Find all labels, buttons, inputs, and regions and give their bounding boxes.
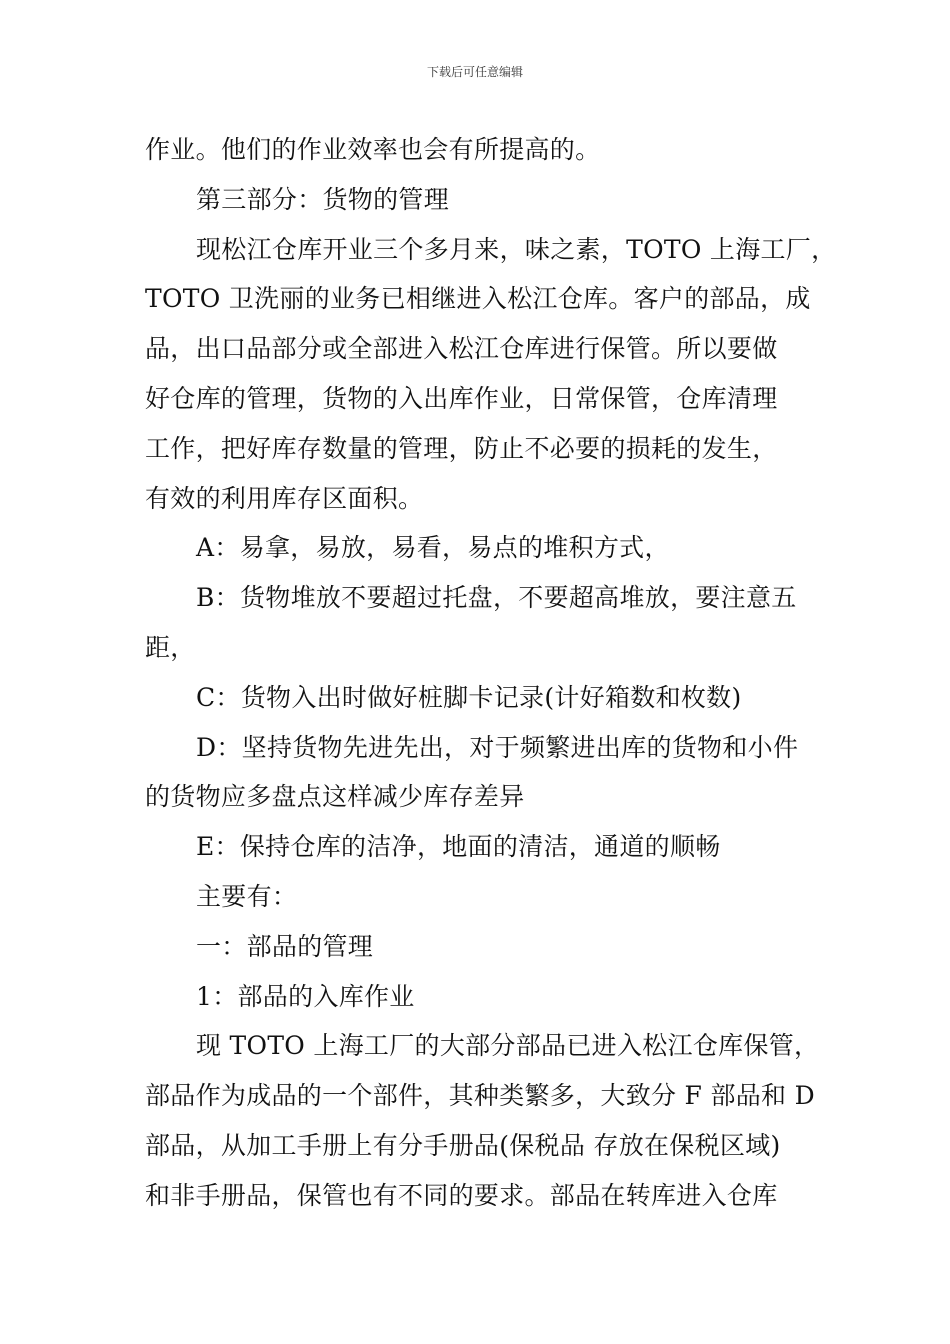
- document-body: [145, 125, 837, 1221]
- text-line: 距，: [145, 632, 196, 662]
- section-heading: 第三部分：货物的管理: [196, 184, 450, 214]
- text-line: 品，出口品部分或全部进入松江仓库进行保管。所以要做: [145, 334, 778, 364]
- list-item: D：坚持货物先进先出，对于频繁进出库的货物和小件: [196, 732, 799, 762]
- text-line: 和非手册品，保管也有不同的要求。部品在转库进入仓库: [145, 1180, 778, 1210]
- text-line: 工作，把好库存数量的管理，防止不必要的损耗的发生，: [145, 433, 778, 463]
- list-item: C：货物入出时做好桩脚卡记录(计好箱数和枚数): [196, 682, 742, 712]
- page-header: 下载后可任意编辑: [426, 65, 523, 79]
- text-line: 部品，从加工手册上有分手册品(保税品 存放在保税区域): [145, 1130, 781, 1160]
- text-line: 主要有：: [196, 881, 298, 911]
- text-line: 部品作为成品的一个部件，其种类繁多，大致分 F 部品和 D: [145, 1081, 815, 1111]
- list-item: E：保持仓库的洁净，地面的清洁，通道的顺畅: [196, 832, 721, 862]
- text-line: 的货物应多盘点这样减少库存差异: [145, 782, 525, 812]
- subsection-heading: 1：部品的入库作业: [196, 981, 415, 1011]
- subsection-heading: 一：部品的管理: [196, 931, 374, 961]
- text-line: 现松江仓库开业三个多月来，味之素，TOTO 上海工厂，: [196, 234, 837, 264]
- text-line: 有效的利用库存区面积。: [145, 483, 424, 513]
- list-item: A：易拿，易放，易看，易点的堆积方式，: [196, 533, 670, 563]
- text-line: 现 TOTO 上海工厂的大部分部品已进入松江仓库保管，: [196, 1031, 820, 1061]
- text-line: 作业。他们的作业效率也会有所提高的。: [145, 135, 601, 164]
- list-item: B：货物堆放不要超过托盘，不要超高堆放，要注意五: [196, 583, 797, 613]
- text-line: TOTO 卫洗丽的业务已相继进入松江仓库。客户的部品，成: [145, 284, 811, 314]
- text-line: 好仓库的管理，货物的入出库作业，日常保管，仓库清理: [145, 383, 778, 413]
